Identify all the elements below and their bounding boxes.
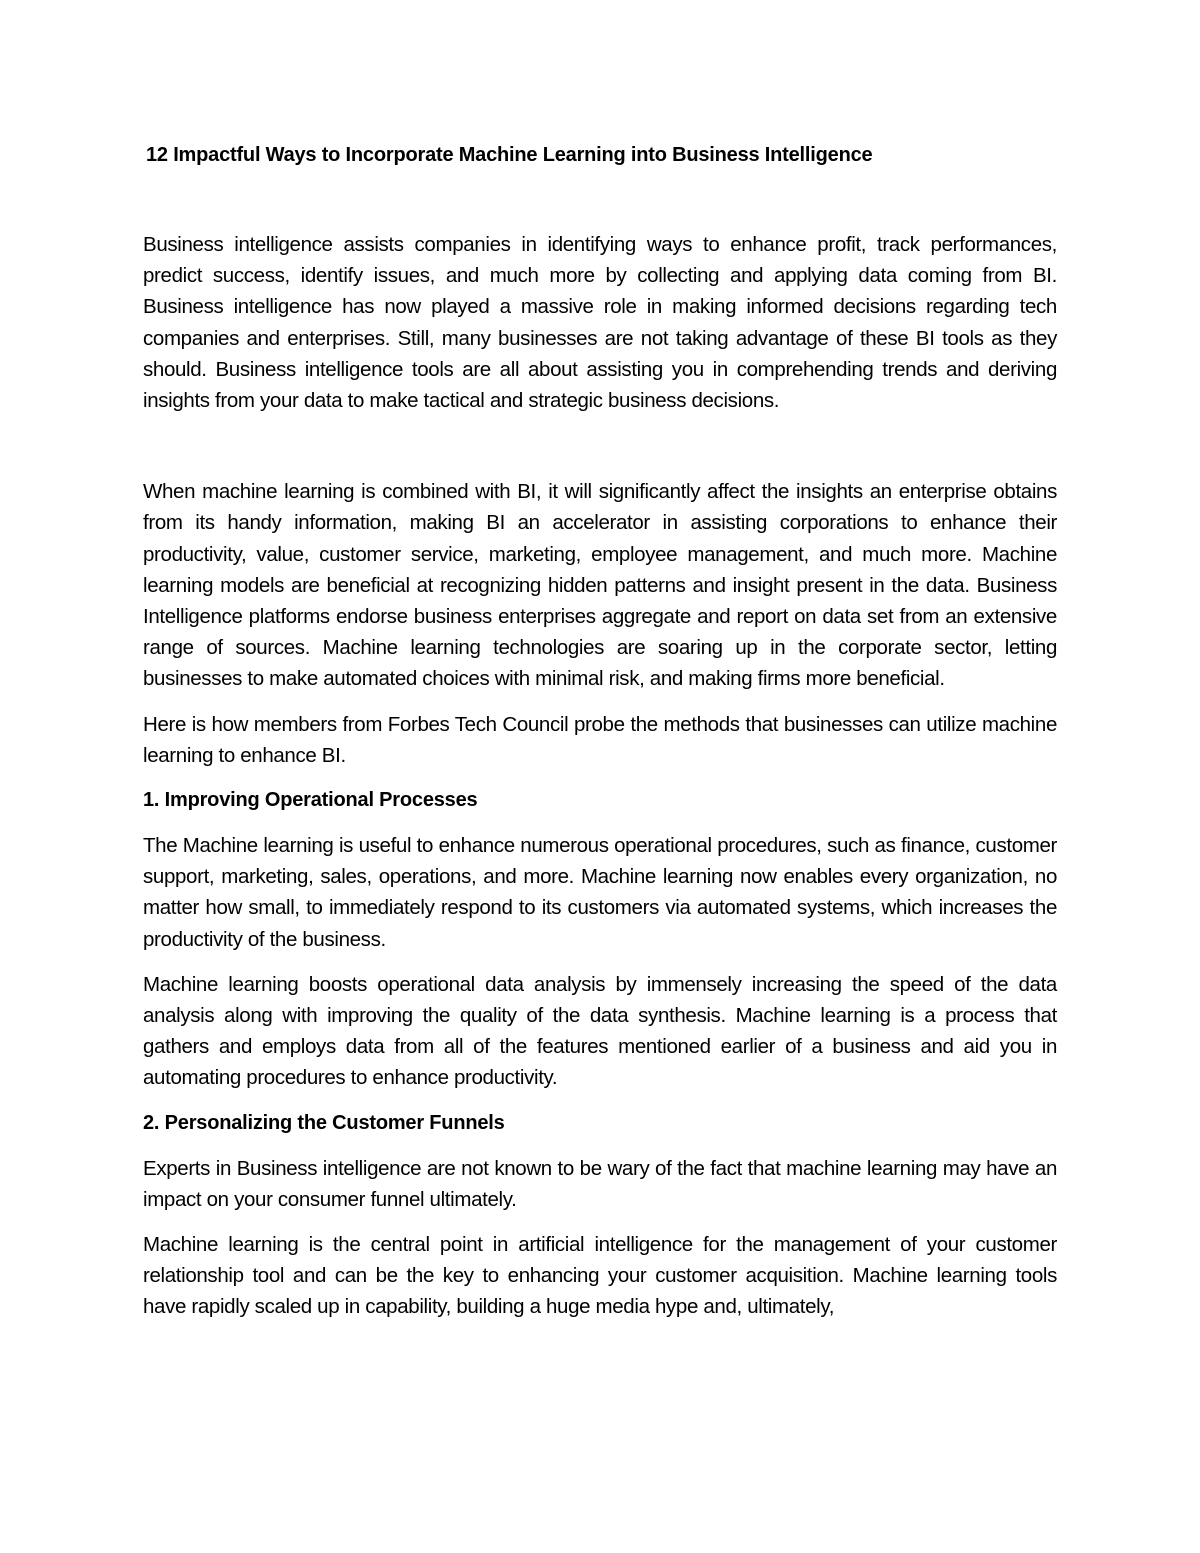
document-title: 12 Impactful Ways to Incorporate Machine Learning into Business Intelligence — [146, 144, 873, 166]
intro-paragraph: Business intelligence assists companies in identifying ways to enhance profit, track performances, predict success, identify issues, and much more by collecting and applying data coming from BI. Business intelligence has now played a massive role in making informed decisions regarding tech companies and enterprises. Still, many businesses are not taking advantage of these BI tools as they should. Business intelligence tools are all about assisting you in comprehending trends and deriving insights from your data to make tactical and strategic business decisions. — [143, 233, 1057, 413]
section-heading: 1. Improving Operational Processes — [143, 789, 478, 812]
section-paragraph: Machine learning boosts operational data analysis by immensely increasing the speed of the data analysis along with improving the quality of the data synthesis. Machine learning is a process that gathers and employs data from all of the features mentioned earlier of a business and aid you in automating procedures to enhance productivity. — [143, 972, 1057, 1090]
intro-paragraph: When machine learning is combined with BI, it will significantly affect the insights an enterprise obtains from its handy information, making BI an accelerator in assisting corporations to enhance their productivity, value, customer service, marketing, employee management, and much more. Machine learning models are beneficial at recognizing hidden patterns and insight present in the data. Business Intelligence platforms endorse business enterprises aggregate and report on data set from an extensive range of sources. Machine learning technologies are soaring up in the corporate sector, letting businesses to make automated choices with minimal risk, and making firms more beneficial. — [143, 480, 1057, 691]
section-paragraph: Experts in Business intelligence are not known to be wary of the fact that machine learning may have an impact on your consumer funnel ultimately. — [143, 1156, 1057, 1211]
intro-paragraph: Here is how members from Forbes Tech Council probe the methods that businesses can utilize machine learning to enhance BI. — [143, 712, 1057, 767]
section-heading: 2. Personalizing the Customer Funnels — [143, 1111, 505, 1134]
section-paragraph: Machine learning is the central point in artificial intelligence for the management of your customer relationship tool and can be the key to enhancing your customer acquisition. Machine learning tools have rapidly scaled up in capability, building a huge media hype and, ultimately, — [143, 1233, 1057, 1319]
document-body — [143, 140, 1057, 1337]
section-paragraph: The Machine learning is useful to enhance numerous operational procedures, such as finance, customer support, marketing, sales, operations, and more. Machine learning now enables every organization, no matter how small, to immediately respond to its customers via automated systems, which increases the productivity of the business. — [143, 834, 1057, 951]
